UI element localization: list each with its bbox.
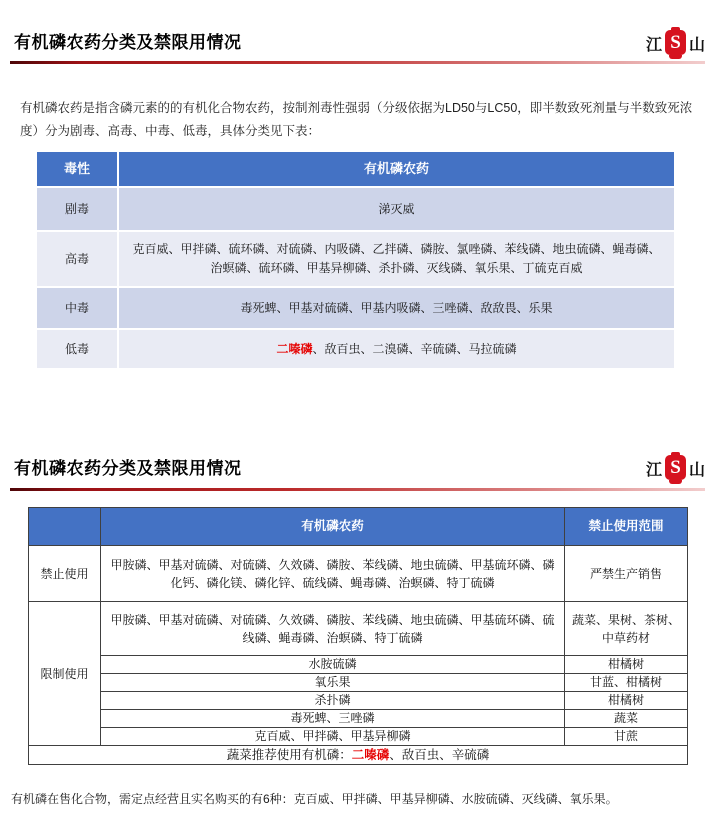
highlighted-pesticide: 二嗪磷 xyxy=(351,747,390,762)
pesticide-header-cell: 有机磷农药 xyxy=(101,508,565,546)
table-row-medium-toxicity xyxy=(36,287,675,329)
toxicity-table-header-row xyxy=(36,151,675,187)
logo-text-left: 江 xyxy=(645,36,662,54)
toxicity-level-cell: 剧毒 xyxy=(36,187,118,231)
table-row-banned xyxy=(29,546,688,602)
highlighted-pesticide: 二嗪磷 xyxy=(276,341,313,356)
scope-cell: 严禁生产销售 xyxy=(565,546,688,602)
logo-text-left: 江 xyxy=(645,461,662,479)
scope-cell: 蔬菜、果树、茶树、中草药材 xyxy=(565,602,688,656)
pesticide-list-cell: 毒死蜱、三唑磷 xyxy=(101,710,565,728)
scope-cell: 蔬菜 xyxy=(565,710,688,728)
pesticide-list-cell xyxy=(118,329,675,369)
jiangshan-logo-2 xyxy=(646,452,705,484)
toxicity-level-cell: 高毒 xyxy=(36,231,118,287)
scope-header-cell: 禁止使用范围 xyxy=(565,508,688,546)
toxicity-table xyxy=(35,150,676,370)
table-row-high-toxicity xyxy=(36,231,675,287)
section1-title-rule xyxy=(10,61,705,64)
intro-paragraph: 有机磷农药是指含磷元素的的有机化合物农药，按制剂毒性强弱（分级依据为LD50与LC50，即半数致死剂量与半数致死浓度）分为剧毒、高毒、中毒、低毒，具体分类见下表： xyxy=(20,100,693,139)
section2-title: 有机磷农药分类及禁限用情况 xyxy=(14,459,242,478)
scope-cell: 甘蔗 xyxy=(565,728,688,746)
logo-emblem-s: S xyxy=(665,30,686,55)
pesticide-list-text: 、敌百虫、二溴磷、辛硫磷、马拉硫磷 xyxy=(312,341,517,356)
pesticide-header-cell: 有机磷农药 xyxy=(118,151,675,187)
banned-label-cell: 禁止使用 xyxy=(29,546,101,602)
footnote-text: 有机磷在售化合物，需定点经营且实名购买的有6种：克百威、甲拌磷、甲基异柳磷、水胺硫磷、灭线磷、氧乐果。 xyxy=(11,792,618,806)
pesticide-list-cell: 杀扑磷 xyxy=(101,692,565,710)
table-row-restricted-5 xyxy=(29,710,688,728)
jiangshan-logo xyxy=(646,27,705,59)
table-row-restricted-2 xyxy=(29,656,688,674)
table-row-restricted-3 xyxy=(29,674,688,692)
logo-emblem-bottom xyxy=(669,480,682,484)
table-row-extreme-toxicity xyxy=(36,187,675,231)
pesticide-list-cell: 甲胺磷、甲基对硫磷、对硫磷、久效磷、磷胺、苯线磷、地虫硫磷、甲基硫环磷、硫线磷、蝇毒磷、治螟磷、特丁硫磷 xyxy=(101,602,565,656)
summary-rest: 、敌百虫、辛硫磷 xyxy=(389,747,490,762)
pesticide-list-cell: 毒死蜱、甲基对硫磷、甲基内吸磷、三唑磷、敌敌畏、乐果 xyxy=(118,287,675,329)
pesticide-list-cell: 氧乐果 xyxy=(101,674,565,692)
toxicity-level-cell: 低毒 xyxy=(36,329,118,369)
toxicity-header-cell: 毒性 xyxy=(36,151,118,187)
restricted-label-cell: 限制使用 xyxy=(29,602,101,746)
toxicity-level-cell: 中毒 xyxy=(36,287,118,329)
logo-s-emblem-icon xyxy=(665,452,686,484)
pesticide-list-cell: 克百威、甲拌磷、甲基异柳磷 xyxy=(101,728,565,746)
pesticide-list-cell: 克百威、甲拌磷、硫环磷、对硫磷、内吸磷、乙拌磷、磷胺、氯唑磷、苯线磷、地虫硫磷、蝇毒磷、治螟磷、硫环磷、甲基异柳磷、杀扑磷、灭线磷、氧乐果、丁硫克百威 xyxy=(118,231,675,287)
table-row-low-toxicity xyxy=(36,329,675,369)
table-row-summary xyxy=(29,746,688,765)
restriction-table xyxy=(28,507,688,765)
logo-text-right: 山 xyxy=(688,461,705,479)
pesticide-list-cell: 甲胺磷、甲基对硫磷、对硫磷、久效磷、磷胺、苯线磷、地虫硫磷、甲基硫环磷、磷化钙、磷化镁、磷化锌、硫线磷、蝇毒磷、治螟磷、特丁硫磷 xyxy=(101,546,565,602)
scope-cell: 甘蓝、柑橘树 xyxy=(565,674,688,692)
restriction-table-header-row xyxy=(29,508,688,546)
logo-emblem-s: S xyxy=(665,455,686,480)
scope-cell: 柑橘树 xyxy=(565,692,688,710)
corner-header-cell xyxy=(29,508,101,546)
logo-emblem-bottom xyxy=(669,55,682,59)
section1-title: 有机磷农药分类及禁限用情况 xyxy=(14,33,242,52)
logo-s-emblem-icon xyxy=(665,27,686,59)
table-row-restricted-1 xyxy=(29,602,688,656)
scope-cell: 柑橘树 xyxy=(565,656,688,674)
table-row-restricted-4 xyxy=(29,692,688,710)
logo-text-right: 山 xyxy=(688,36,705,54)
pesticide-list-cell: 涕灭威 xyxy=(118,187,675,231)
pesticide-list-cell: 水胺硫磷 xyxy=(101,656,565,674)
table-row-restricted-6 xyxy=(29,728,688,746)
section2-title-rule xyxy=(10,488,705,491)
summary-cell xyxy=(29,746,688,765)
summary-prefix: 蔬菜推荐使用有机磷： xyxy=(226,747,352,762)
